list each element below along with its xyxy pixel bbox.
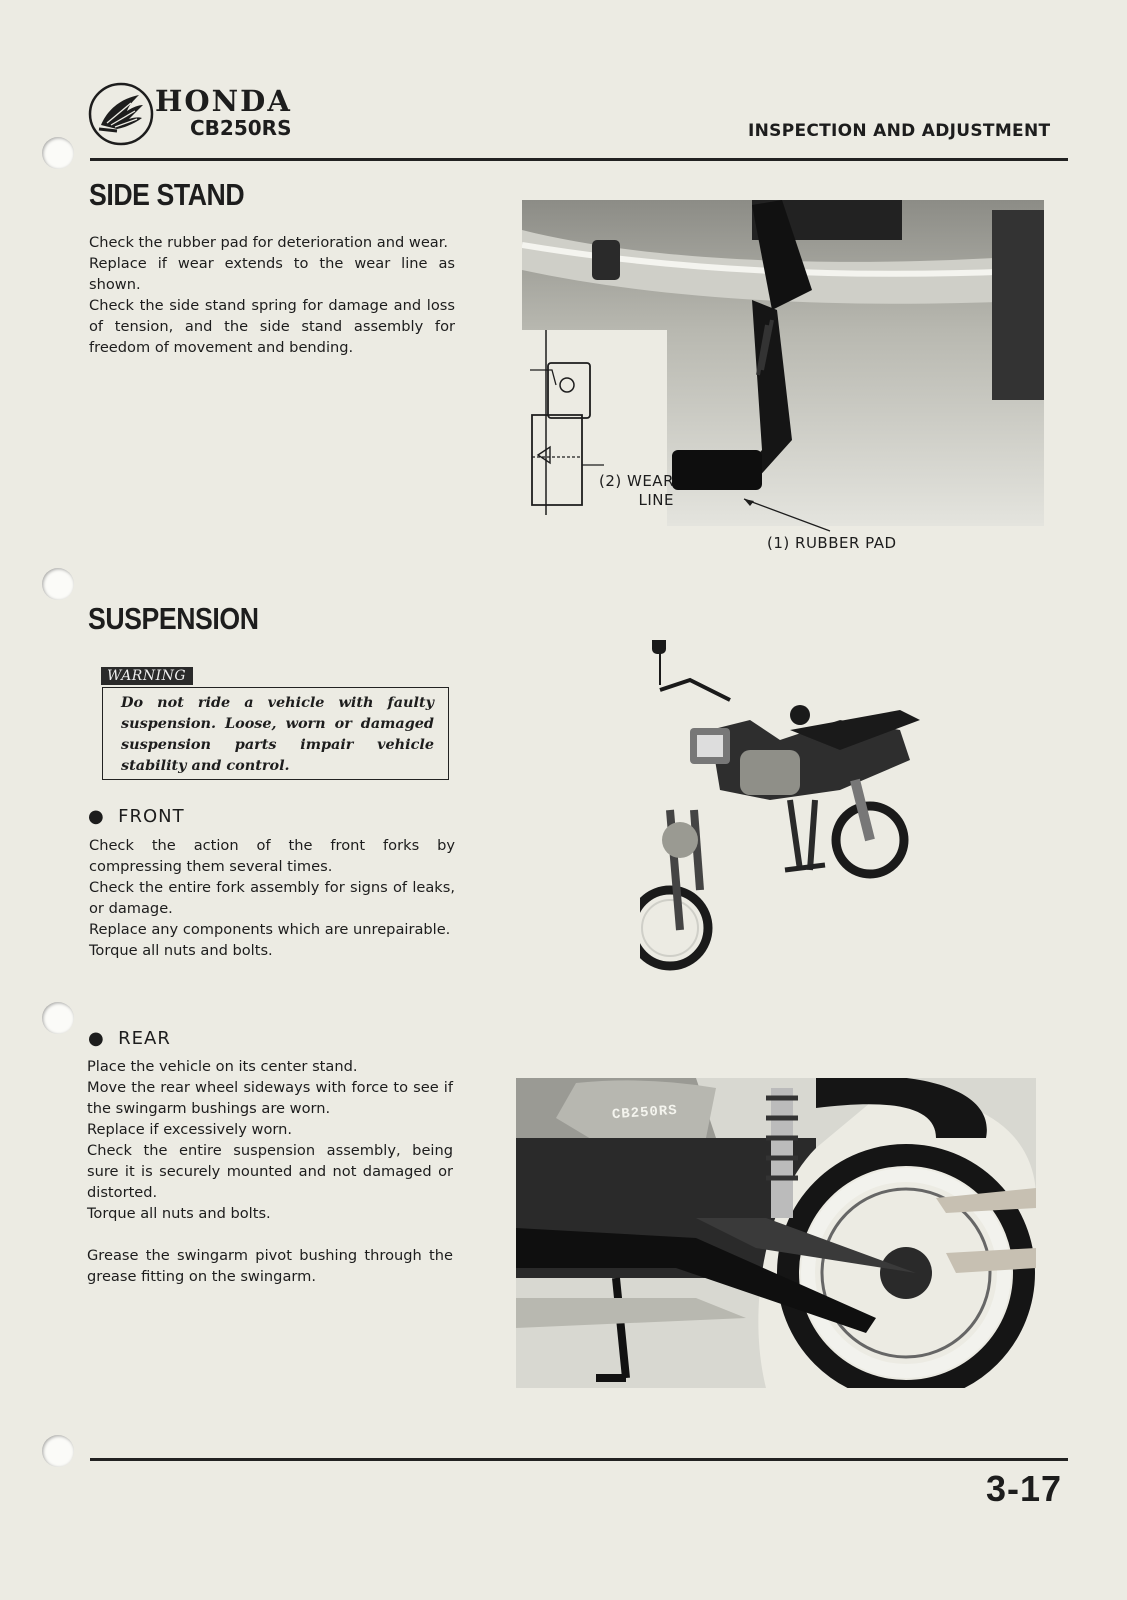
binder-hole xyxy=(42,137,74,169)
rear-text xyxy=(87,1056,453,1287)
rear-para: Place the vehicle on its center stand. xyxy=(87,1058,358,1075)
rubber-pad-label: (1) RUBBER PAD xyxy=(767,534,897,552)
wear-line-label-line: (2) WEAR xyxy=(598,472,674,490)
suspension-heading: SUSPENSION xyxy=(88,601,259,636)
wear-line-label xyxy=(598,472,674,510)
bullet-icon: ● xyxy=(88,806,119,827)
front-para: Check the action of the front forks by compressing them several times. xyxy=(89,837,455,875)
header-rule xyxy=(90,158,1068,161)
rear-para: Replace if excessively worn. xyxy=(87,1121,293,1138)
footer-rule xyxy=(90,1458,1068,1461)
brand-name: HONDA xyxy=(155,84,292,118)
rear-suspension-photo xyxy=(516,1078,1036,1388)
binder-hole xyxy=(42,568,74,600)
section-title: INSPECTION AND ADJUSTMENT xyxy=(748,121,1051,141)
side-stand-para: Replace if wear extends to the wear line as shown. xyxy=(89,255,455,293)
rear-para: Check the entire suspension assembly, being sure it is securely mounted and not damaged or distorted. xyxy=(87,1142,453,1201)
side-stand-para: Check the side stand spring for damage and loss of tension, and the side stand assembly for freedom of movement and bending. xyxy=(89,297,455,356)
warning-tag: WARNING xyxy=(101,667,193,685)
rear-heading-label: REAR xyxy=(118,1028,171,1049)
wear-line-label-line: LINE xyxy=(638,491,674,509)
tank-decal: CB250RS xyxy=(611,1102,679,1124)
warning-box: Do not ride a vehicle with faulty suspension. Loose, worn or damaged suspension parts impair vehicle stability and control. xyxy=(102,687,449,780)
front-para: Replace any components which are unrepairable. xyxy=(89,921,451,938)
front-text xyxy=(89,835,455,961)
binder-hole xyxy=(42,1002,74,1034)
honda-wing-icon xyxy=(87,81,155,147)
side-stand-para: Check the rubber pad for deterioration and wear. xyxy=(89,234,449,251)
front-para: Check the entire fork assembly for signs of leaks, or damage. xyxy=(89,879,455,917)
rear-para: Move the rear wheel sideways with force to see if the swingarm bushings are worn. xyxy=(87,1079,453,1117)
motorcycle-front-photo xyxy=(640,640,970,980)
rear-para: Grease the swingarm pivot bushing through the grease fitting on the swingarm. xyxy=(87,1247,453,1285)
page-number: 3-17 xyxy=(986,1468,1063,1509)
model-name: CB250RS xyxy=(190,116,292,140)
side-stand-text xyxy=(89,232,455,358)
front-heading xyxy=(88,806,185,827)
rear-heading xyxy=(88,1028,171,1049)
rear-para: Torque all nuts and bolts. xyxy=(87,1205,271,1222)
rubber-pad-leader xyxy=(740,495,840,535)
bullet-icon: ● xyxy=(88,1028,119,1049)
side-stand-heading: SIDE STAND xyxy=(89,177,245,212)
binder-hole xyxy=(42,1435,74,1467)
front-heading-label: FRONT xyxy=(118,806,185,827)
front-para: Torque all nuts and bolts. xyxy=(89,942,273,959)
